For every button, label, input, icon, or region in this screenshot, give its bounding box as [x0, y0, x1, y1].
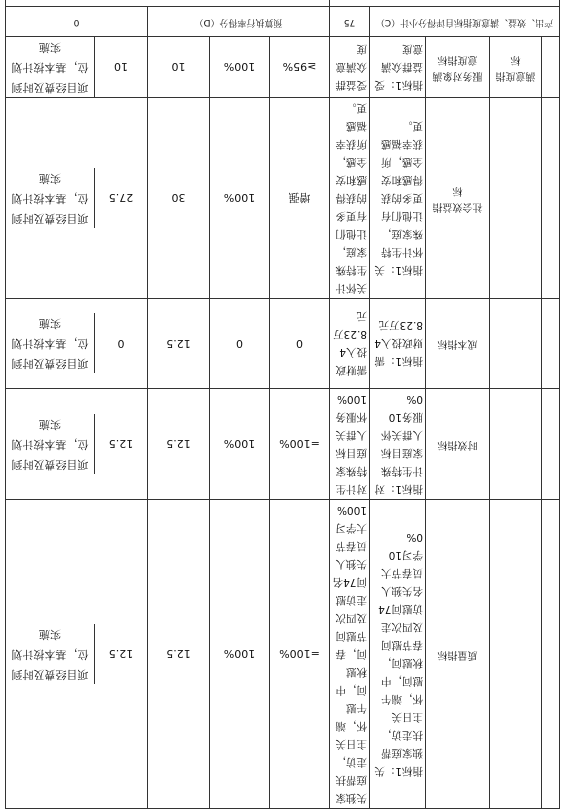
target-cell: 关怀计生特殊家庭，让他们有更多的获得感和安全感，所获幸福感更。 — [330, 98, 370, 299]
table-row — [5, 37, 560, 98]
level1-cell — [490, 389, 542, 500]
score-cell: 27.5 — [94, 168, 147, 228]
edge-cell — [542, 389, 560, 500]
indicator-cell: 指标1：对计生特殊家庭目标人群关怀服务100% — [370, 389, 426, 500]
level2-cell: 成本指标 — [426, 299, 490, 389]
total-label — [330, 0, 560, 7]
score-reason-cell — [6, 389, 148, 500]
comparator-cell: 增强 — [270, 98, 330, 299]
table-row — [5, 389, 560, 500]
edge-cell — [542, 98, 560, 299]
comparator-cell: =100% — [270, 500, 330, 809]
table-row — [5, 98, 560, 299]
score-reason-cell — [6, 500, 148, 809]
weight-cell: 12.5 — [148, 389, 210, 500]
comparator-cell: =100% — [270, 389, 330, 500]
indicator-cell: 指标1：失独家庭帮扶走访，主日关怀，端午慰问，中秋慰问，春节慰问及四次走访慰问74名失独人员春节大学习100% — [370, 500, 426, 809]
score-cell: 0 — [94, 314, 147, 374]
indicator-cell: 指标1：关怀计生特殊家庭，让他们有更多的获得感和安全感，所获幸福感更。 — [370, 98, 426, 299]
level1-cell — [490, 98, 542, 299]
indicator-cell: 指标1：受益群众满意度 — [370, 37, 426, 98]
target-cell: 受益群众满意度 — [330, 37, 370, 98]
subtotal-row — [5, 7, 560, 37]
subtotal-value: 75 — [330, 7, 370, 37]
exec-value: 0 — [6, 7, 148, 37]
score-cell: 10 — [94, 37, 147, 97]
rotated-page — [0, 2, 564, 809]
actual-cell: 100% — [210, 389, 270, 500]
level2-cell: 服务对象满意度指标 — [426, 37, 490, 98]
actual-cell: 100% — [210, 98, 270, 299]
weight-cell: 10 — [148, 37, 210, 98]
target-cell: 需财政投入48.23万元 — [330, 299, 370, 389]
actual-cell: 100% — [210, 37, 270, 98]
actual-cell: 0 — [210, 299, 270, 389]
table-row — [5, 299, 560, 389]
reason-cell: 项目经费及时到位，基本按计划实施 — [11, 317, 89, 371]
reason-cell: 项目经费及时到位，基本按计划实施 — [11, 418, 89, 471]
performance-table — [4, 0, 560, 809]
total-row — [5, 0, 560, 7]
level2-cell: 质量指标 — [426, 500, 490, 809]
comparator-cell: ≥95% — [270, 37, 330, 98]
reason-cell: 项目经费及时到位，基本按计划实施 — [11, 628, 89, 681]
reason-cell: 项目经费及时到位，基本按计划实施 — [11, 172, 89, 225]
level1-cell — [490, 299, 542, 389]
edge-cell — [542, 37, 560, 98]
actual-cell: 100% — [210, 500, 270, 809]
level2-cell: 社会效益指标 — [426, 98, 490, 299]
score-reason-cell — [6, 37, 148, 98]
weight-cell: 30 — [148, 98, 210, 299]
level2-cell: 时效指标 — [426, 389, 490, 500]
level1-cell — [490, 500, 542, 809]
target-cell: 对计生特殊家庭目标人群关怀服务100% — [330, 389, 370, 500]
reason-cell: 项目经费及时到位，基本按计划实施 — [11, 41, 89, 94]
table-row — [5, 500, 560, 809]
edge-cell — [542, 299, 560, 389]
score-cell: 12.5 — [94, 414, 147, 474]
level1-cell: 满意度指标 — [490, 37, 542, 98]
weight-cell: 12.5 — [148, 299, 210, 389]
score-reason-cell — [6, 98, 148, 299]
total-value — [6, 0, 330, 7]
exec-label: 预算执行率得分（D） — [148, 7, 330, 37]
weight-cell: 12.5 — [148, 500, 210, 809]
comparator-cell: 0 — [270, 299, 330, 389]
target-cell: 失独家庭帮扶走访，主日关怀，端午慰问，中秋慰问，春节慰问及四次走访慰问74名失独人员春节大学习100% — [330, 500, 370, 809]
score-reason-cell — [6, 299, 148, 389]
edge-cell — [542, 500, 560, 809]
score-cell: 12.5 — [94, 624, 147, 684]
subtotal-label: 产出、效益、满意度指标自评得分小计（C） — [370, 7, 560, 37]
indicator-cell: 指标1：需财政投入48.23万元 — [370, 299, 426, 389]
